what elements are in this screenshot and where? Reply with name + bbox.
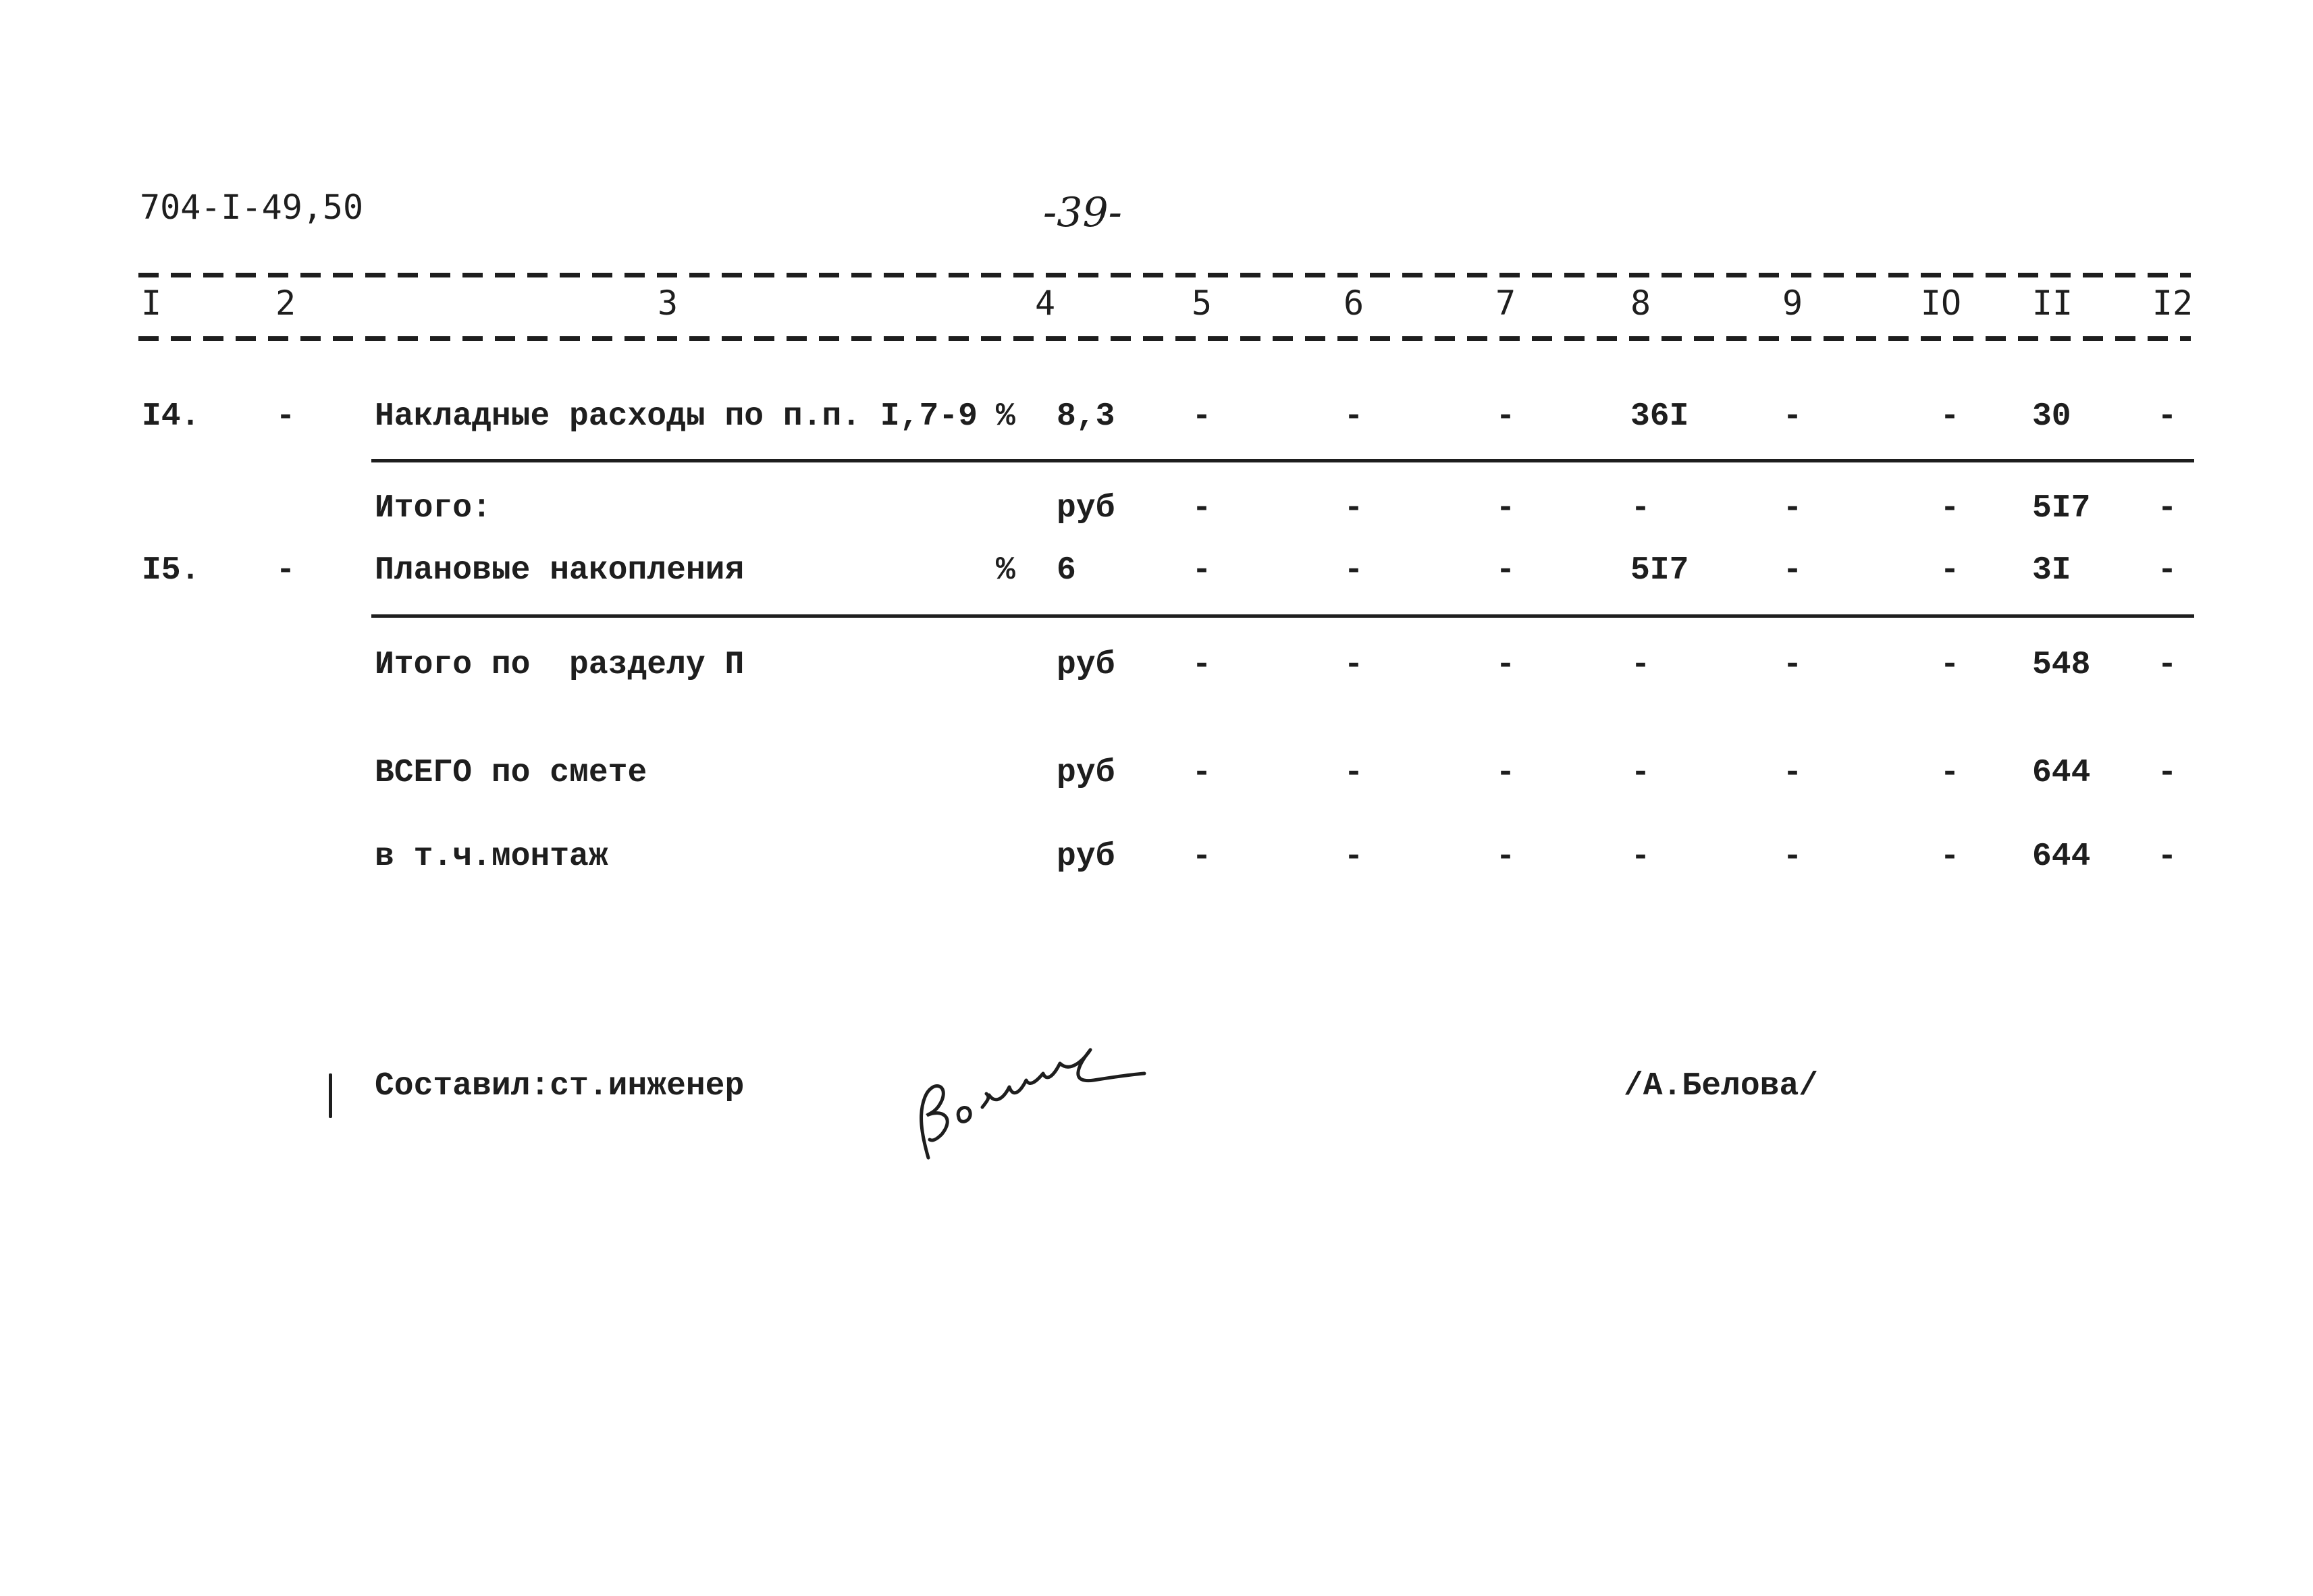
row-name: Итого: <box>375 490 491 527</box>
col-header-5: 5 <box>1191 284 1213 323</box>
row-col7: - <box>1495 490 1516 527</box>
row-col5: - <box>1192 755 1212 791</box>
row-col12: - <box>2157 398 2177 435</box>
col-header-12: I2 <box>2152 284 2194 323</box>
row-col4: руб <box>1057 647 1115 683</box>
row-unit: % <box>996 552 1015 589</box>
row-col10: - <box>1940 755 1960 791</box>
row-col9: - <box>1782 398 1803 435</box>
row-col5: - <box>1192 839 1212 875</box>
margin-mark <box>329 1073 332 1118</box>
row-col11: 30 <box>2032 398 2071 435</box>
row-number: I4. <box>142 398 201 435</box>
compiled-by-label: Составил:ст.инженер <box>375 1068 745 1105</box>
row-col2: - <box>275 552 296 589</box>
col-header-8: 8 <box>1630 284 1651 323</box>
row-col7: - <box>1495 398 1516 435</box>
row-name: Итого по разделу П <box>375 647 745 683</box>
row-col10: - <box>1940 398 1960 435</box>
row-name: в т.ч.монтаж <box>375 839 608 875</box>
row-col5: - <box>1192 490 1212 527</box>
row-col8: - <box>1630 839 1651 875</box>
row-col10: - <box>1940 490 1960 527</box>
row-col6: - <box>1344 755 1364 791</box>
row-col5: - <box>1192 647 1212 683</box>
handwritten-signature <box>901 1033 1158 1168</box>
row-col4: руб <box>1057 755 1115 791</box>
header-top-rule <box>138 273 2191 277</box>
row-col4: 8,3 <box>1057 398 1115 435</box>
row-name: ВСЕГО по смете <box>375 755 647 791</box>
row-col9: - <box>1782 647 1803 683</box>
row-col4: 6 <box>1057 552 1076 589</box>
row-col8: - <box>1630 647 1651 683</box>
row-col7: - <box>1495 755 1516 791</box>
row-col8: 36I <box>1630 398 1689 435</box>
col-header-11: II <box>2031 284 2073 323</box>
col-header-2: 2 <box>275 284 296 323</box>
row-unit: % <box>996 398 1015 435</box>
row-col7: - <box>1495 552 1516 589</box>
row-number: I5. <box>142 552 201 589</box>
row-col5: - <box>1192 398 1212 435</box>
row-col10: - <box>1940 552 1960 589</box>
col-header-6: 6 <box>1343 284 1364 323</box>
subtotal-rule-1 <box>371 459 2194 462</box>
row-col2: - <box>275 398 296 435</box>
row-col11: 644 <box>2032 839 2091 875</box>
row-col9: - <box>1782 490 1803 527</box>
row-col9: - <box>1782 552 1803 589</box>
row-col8: 5I7 <box>1630 552 1689 589</box>
row-col6: - <box>1344 552 1364 589</box>
row-col12: - <box>2157 755 2177 791</box>
row-col12: - <box>2157 647 2177 683</box>
page-number: -39- <box>1043 189 1122 236</box>
row-col6: - <box>1344 839 1364 875</box>
row-col6: - <box>1344 490 1364 527</box>
row-col11: 644 <box>2032 755 2091 791</box>
row-col10: - <box>1940 839 1960 875</box>
row-col4: руб <box>1057 490 1115 527</box>
col-header-7: 7 <box>1495 284 1516 323</box>
row-col11: 5I7 <box>2032 490 2091 527</box>
row-name: Плановые накопления <box>375 552 745 589</box>
row-col6: - <box>1344 647 1364 683</box>
row-col8: - <box>1630 490 1651 527</box>
row-col4: руб <box>1057 839 1115 875</box>
document-code: 704-I-49,50 <box>140 188 364 227</box>
row-col6: - <box>1344 398 1364 435</box>
row-col9: - <box>1782 839 1803 875</box>
row-col12: - <box>2157 552 2177 589</box>
col-header-9: 9 <box>1782 284 1803 323</box>
header-bottom-rule <box>138 336 2191 341</box>
subtotal-rule-2 <box>371 614 2194 618</box>
col-header-4: 4 <box>1034 284 1056 323</box>
signer-name: /А.Белова/ <box>1624 1068 1819 1105</box>
row-col9: - <box>1782 755 1803 791</box>
col-header-1: I <box>140 284 162 323</box>
row-col10: - <box>1940 647 1960 683</box>
row-col11: 3I <box>2032 552 2071 589</box>
row-col7: - <box>1495 839 1516 875</box>
row-col5: - <box>1192 552 1212 589</box>
row-name: Накладные расходы по п.п. I,7-9 <box>375 398 978 435</box>
row-col12: - <box>2157 839 2177 875</box>
col-header-10: IO <box>1920 284 1962 323</box>
row-col11: 548 <box>2032 647 2091 683</box>
row-col7: - <box>1495 647 1516 683</box>
col-header-3: 3 <box>657 284 679 323</box>
row-col8: - <box>1630 755 1651 791</box>
row-col12: - <box>2157 490 2177 527</box>
